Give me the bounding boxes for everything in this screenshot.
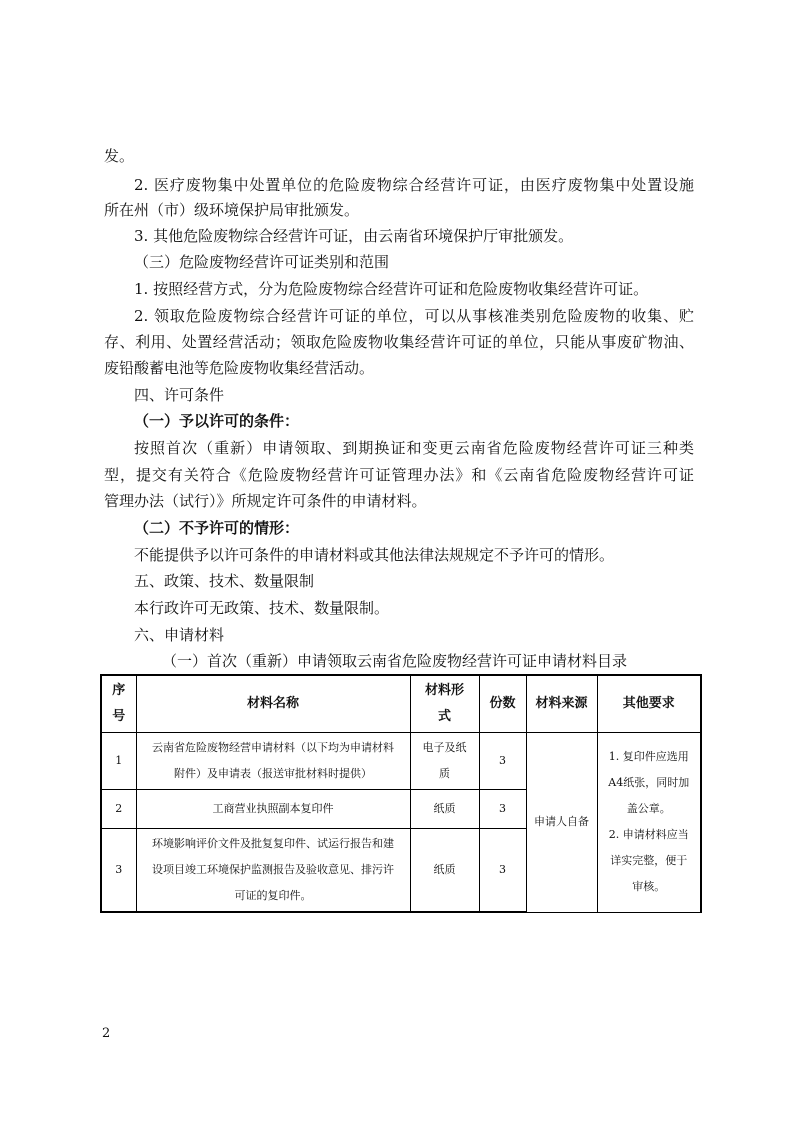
paragraph-limits: 本行政许可无政策、技术、数量限制。 [134,599,390,617]
paragraph-item-2-cont: 所在州（市）级环境保护局审批颁发。 [104,201,360,219]
header-source: 材料来源 [526,675,597,733]
cell-copies: 3 [479,790,526,829]
table-header-row [101,675,701,733]
cell-copies: 3 [479,829,526,913]
cell-material-name: 工商营业执照副本复印件 [136,790,410,829]
paragraph-permit-conditions-cont: 型，提交有关符合《危险废物经营许可证管理办法》和《云南省危险废物经营许可证 [104,466,694,484]
cell-seq: 3 [101,829,136,913]
paragraph-no-permit: 不能提供予以许可条件的申请材料或其他法律法规规定不予许可的情形。 [134,546,615,564]
cell-material-name: 环境影响评价文件及批复复印件、试运行报告和建 设项目竣工环境保护监测报告及验收意见、排污许 可证的复印件。 [136,829,410,913]
paragraph-category-1: 1. 按照经营方式，分为危险废物综合经营许可证和危险废物收集经营许可证。 [134,280,649,298]
paragraph-item-3: 3. 其他危险废物综合经营许可证，由云南省环境保护厅审批颁发。 [134,227,574,245]
cell-seq: 2 [101,790,136,829]
section-heading-5: 五、政策、技术、数量限制 [134,572,315,590]
section-heading-6: 六、申请材料 [134,626,225,644]
header-copies: 份数 [479,675,526,733]
cell-other-requirements-merged: 1. 复印件应选用 A4纸张，同时加 盖公章。 2. 申请材料应当 详实完整，便于 审核。 [597,733,701,913]
cell-material-form: 电子及纸 质 [410,733,479,790]
cell-copies: 3 [479,733,526,790]
subsection-heading-no-permit: （二）不予许可的情形： [134,519,300,537]
header-material-name: 材料名称 [136,675,410,733]
cell-seq: 1 [101,733,136,790]
table-row [101,733,701,790]
page-number: 2 [102,1026,111,1041]
cell-source-merged: 申请人自备 [526,733,597,913]
header-seq: 序 号 [101,675,136,733]
paragraph-item-2: 2. 医疗废物集中处置单位的危险废物综合经营许可证，由医疗废物集中处置设施 [134,176,694,194]
header-material-form: 材料形 式 [410,675,479,733]
paragraph-permit-conditions-end: 管理办法（试行）》所规定许可条件的申请材料。 [104,492,427,510]
subsection-heading-3: （三）危险废物经营许可证类别和范围 [134,253,390,271]
table-caption: （一）首次（重新）申请领取云南省危险废物经营许可证申请材料目录 [162,652,628,670]
paragraph-permit-conditions: 按照首次（重新）申请领取、到期换证和变更云南省危险废物经营许可证三种类 [134,439,694,457]
paragraph-category-2-cont: 存、利用、处置经营活动；领取危险废物收集经营许可证的单位，只能从事废矿物油、 [104,333,694,351]
cell-material-form: 纸质 [410,829,479,913]
cell-material-form: 纸质 [410,790,479,829]
subsection-heading-permit-conditions: （一）予以许可的条件： [134,412,300,430]
header-other-requirements: 其他要求 [597,675,701,733]
materials-table [100,674,702,913]
section-heading-4: 四、许可条件 [134,386,225,404]
paragraph-continuation: 发。 [104,147,135,165]
paragraph-category-2: 2. 领取危险废物综合经营许可证的单位，可以从事核准类别危险废物的收集、贮 [134,307,694,325]
paragraph-category-2-end: 废铅酸蓄电池等危险废物收集经营活动。 [104,359,375,377]
cell-material-name: 云南省危险废物经营申请材料（以下均为申请材料 附件）及申请表（报送审批材料时提供） [136,733,410,790]
